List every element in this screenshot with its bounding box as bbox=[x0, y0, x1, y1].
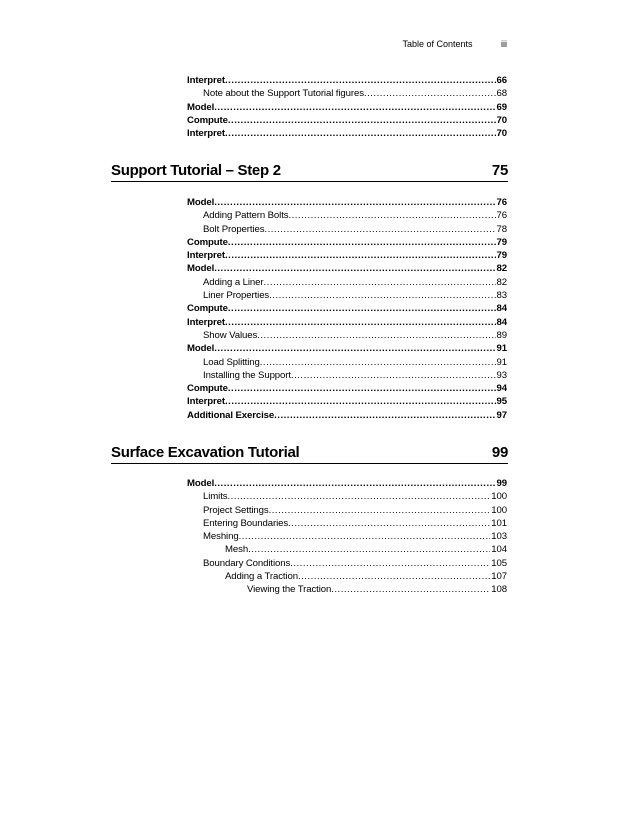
toc-entry[interactable] bbox=[187, 236, 507, 249]
toc-entry-page-number: 100 bbox=[491, 491, 507, 503]
dot-leader bbox=[225, 74, 496, 87]
toc-entry[interactable] bbox=[187, 223, 507, 236]
dot-leader bbox=[228, 114, 496, 127]
toc-entry[interactable] bbox=[187, 74, 507, 87]
toc-entry-label: Project Settings bbox=[203, 504, 269, 516]
toc-entry[interactable] bbox=[187, 114, 507, 127]
toc-entry[interactable] bbox=[187, 289, 507, 302]
toc-entry-label: Interpret bbox=[187, 316, 226, 328]
chapter-entries-surface-excavation-tutorial bbox=[187, 477, 507, 597]
toc-entry-label: Boundary Conditions bbox=[203, 557, 291, 569]
toc-entry-page-number: 104 bbox=[491, 544, 507, 556]
toc-entry[interactable] bbox=[187, 490, 507, 503]
toc-entry-label: Compute bbox=[187, 236, 228, 248]
toc-entry[interactable] bbox=[187, 87, 507, 100]
toc-entry-label: Interpret bbox=[187, 75, 226, 86]
toc-entry-page-number: 78 bbox=[496, 223, 507, 235]
toc-entry[interactable] bbox=[187, 504, 507, 517]
toc-entry-label: Model bbox=[187, 343, 215, 355]
toc-entry-page-number: 66 bbox=[496, 75, 507, 86]
toc-entry-label: Interpret bbox=[187, 396, 226, 408]
toc-entry-page-number: 83 bbox=[496, 290, 507, 302]
toc-entry[interactable] bbox=[187, 276, 507, 289]
dot-leader bbox=[214, 196, 495, 209]
toc-entry[interactable] bbox=[187, 196, 507, 209]
toc-entry[interactable] bbox=[187, 316, 507, 329]
dot-leader bbox=[239, 530, 491, 543]
toc-entry-page-number: 93 bbox=[496, 369, 507, 381]
dot-leader bbox=[269, 289, 495, 302]
toc-entry-page-number: 101 bbox=[491, 517, 507, 529]
toc-entry-label: Adding a Traction bbox=[225, 571, 298, 583]
toc-entry-label: Liner Properties bbox=[203, 290, 270, 302]
toc-entry-label: Additional Exercise bbox=[187, 409, 275, 421]
dot-leader bbox=[214, 477, 495, 490]
chapter-heading-surface-excavation-tutorial[interactable] bbox=[111, 441, 508, 464]
chapter-heading-support-tutorial-step-2[interactable] bbox=[111, 159, 508, 182]
toc-entry-page-number: 100 bbox=[491, 504, 507, 516]
dot-leader bbox=[225, 395, 496, 408]
toc-entry-page-number: 84 bbox=[496, 303, 507, 315]
dot-leader bbox=[225, 316, 496, 329]
toc-continuation-block bbox=[187, 74, 507, 140]
toc-entry-label: Mesh bbox=[225, 544, 249, 556]
toc-entry[interactable] bbox=[187, 101, 507, 114]
dot-leader bbox=[225, 127, 496, 140]
toc-entry-page-number: 95 bbox=[496, 396, 507, 408]
toc-entry-label: Interpret bbox=[187, 128, 226, 140]
toc-entry[interactable] bbox=[187, 382, 507, 395]
toc-entry[interactable] bbox=[187, 409, 507, 422]
toc-entry-page-number: 99 bbox=[496, 478, 507, 489]
toc-entry-page-number: 89 bbox=[496, 329, 507, 341]
toc-entry-label: Adding Pattern Bolts bbox=[203, 210, 289, 222]
toc-entry-page-number: 91 bbox=[496, 343, 507, 355]
dot-leader bbox=[214, 342, 495, 355]
dot-leader bbox=[290, 557, 490, 570]
toc-entry-page-number: 68 bbox=[496, 88, 507, 100]
toc-entry[interactable] bbox=[187, 557, 507, 570]
toc-entry-page-number: 103 bbox=[491, 531, 507, 543]
dot-leader bbox=[331, 583, 490, 596]
chapter-page-number: 99 bbox=[491, 444, 508, 461]
chapter-entries-support-tutorial-step-2 bbox=[187, 196, 507, 422]
toc-entry-label: Note about the Support Tutorial figures bbox=[203, 88, 364, 100]
toc-entry[interactable] bbox=[187, 262, 507, 275]
chapter-title: Support Tutorial – Step 2 bbox=[111, 162, 281, 179]
dot-leader bbox=[257, 329, 495, 342]
toc-entry[interactable] bbox=[187, 583, 507, 596]
toc-entry-page-number: 79 bbox=[496, 250, 507, 262]
dot-leader bbox=[248, 543, 490, 556]
toc-entry-page-number: 97 bbox=[496, 409, 507, 421]
dot-leader bbox=[225, 249, 496, 262]
toc-entry[interactable] bbox=[187, 127, 507, 140]
dot-leader bbox=[288, 209, 495, 222]
toc-entry-page-number: 82 bbox=[496, 263, 507, 275]
toc-entry[interactable] bbox=[187, 342, 507, 355]
toc-entry-label: Load Splitting bbox=[203, 356, 260, 368]
dot-leader bbox=[264, 223, 495, 236]
toc-entry[interactable] bbox=[187, 543, 507, 556]
toc-entry-page-number: 69 bbox=[496, 101, 507, 113]
toc-entry-label: Model bbox=[187, 478, 215, 489]
toc-entry-label: Installing the Support bbox=[203, 369, 291, 381]
dot-leader bbox=[260, 356, 496, 369]
toc-entry[interactable] bbox=[187, 570, 507, 583]
toc-entry-label: Adding a Liner bbox=[203, 276, 264, 288]
toc-entry-label: Model bbox=[187, 197, 215, 208]
dot-leader bbox=[364, 87, 496, 100]
toc-entry[interactable] bbox=[187, 329, 507, 342]
toc-entry-page-number: 76 bbox=[496, 197, 507, 208]
toc-entry-label: Bolt Properties bbox=[203, 223, 265, 235]
dot-leader bbox=[228, 302, 496, 315]
dot-leader bbox=[298, 570, 490, 583]
toc-entry-label: Compute bbox=[187, 114, 228, 126]
toc-entry[interactable] bbox=[187, 356, 507, 369]
toc-entry-label: Meshing bbox=[203, 531, 239, 543]
dot-leader bbox=[227, 490, 490, 503]
toc-entry[interactable] bbox=[187, 249, 507, 262]
toc-entry[interactable] bbox=[187, 530, 507, 543]
dot-leader bbox=[288, 517, 490, 530]
toc-entry-page-number: 70 bbox=[496, 114, 507, 126]
chapter-page-number: 75 bbox=[491, 162, 508, 179]
toc-entry[interactable] bbox=[187, 209, 507, 222]
toc-entry[interactable] bbox=[187, 517, 507, 530]
running-header-page-number: iii bbox=[501, 39, 507, 49]
toc-entry-label: Model bbox=[187, 101, 215, 113]
toc-entry[interactable] bbox=[187, 477, 507, 490]
toc-entry-label: Viewing the Traction bbox=[247, 584, 332, 596]
toc-entry-label: Compute bbox=[187, 303, 228, 315]
toc-entry[interactable] bbox=[187, 369, 507, 382]
dot-leader bbox=[228, 236, 496, 249]
dot-leader bbox=[269, 504, 491, 517]
chapter-title: Surface Excavation Tutorial bbox=[111, 444, 300, 461]
toc-entry-page-number: 79 bbox=[496, 236, 507, 248]
toc-entry-label: Model bbox=[187, 263, 215, 275]
toc-entry[interactable] bbox=[187, 395, 507, 408]
toc-entry-page-number: 91 bbox=[496, 356, 507, 368]
toc-entry-page-number: 82 bbox=[496, 276, 507, 288]
dot-leader bbox=[228, 382, 496, 395]
dot-leader bbox=[291, 369, 496, 382]
toc-entry-page-number: 70 bbox=[496, 128, 507, 140]
toc-entry-label: Entering Boundaries bbox=[203, 517, 289, 529]
dot-leader bbox=[214, 262, 495, 275]
toc-entry-label: Show Values bbox=[203, 329, 258, 341]
running-header bbox=[402, 39, 507, 49]
toc-entry-page-number: 76 bbox=[496, 210, 507, 222]
dot-leader bbox=[274, 409, 495, 422]
toc-entry-page-number: 94 bbox=[496, 383, 507, 395]
running-header-title: Table of Contents bbox=[402, 39, 473, 49]
toc-entry-label: Compute bbox=[187, 383, 228, 395]
toc-entry-page-number: 84 bbox=[496, 316, 507, 328]
dot-leader bbox=[263, 276, 495, 289]
toc-entry-page-number: 107 bbox=[491, 571, 507, 583]
dot-leader bbox=[214, 101, 495, 114]
toc-entry-page-number: 108 bbox=[491, 584, 507, 596]
toc-entry-label: Limits bbox=[203, 491, 228, 503]
toc-entry-page-number: 105 bbox=[491, 557, 507, 569]
toc-entry[interactable] bbox=[187, 302, 507, 315]
toc-entry-label: Interpret bbox=[187, 250, 226, 262]
